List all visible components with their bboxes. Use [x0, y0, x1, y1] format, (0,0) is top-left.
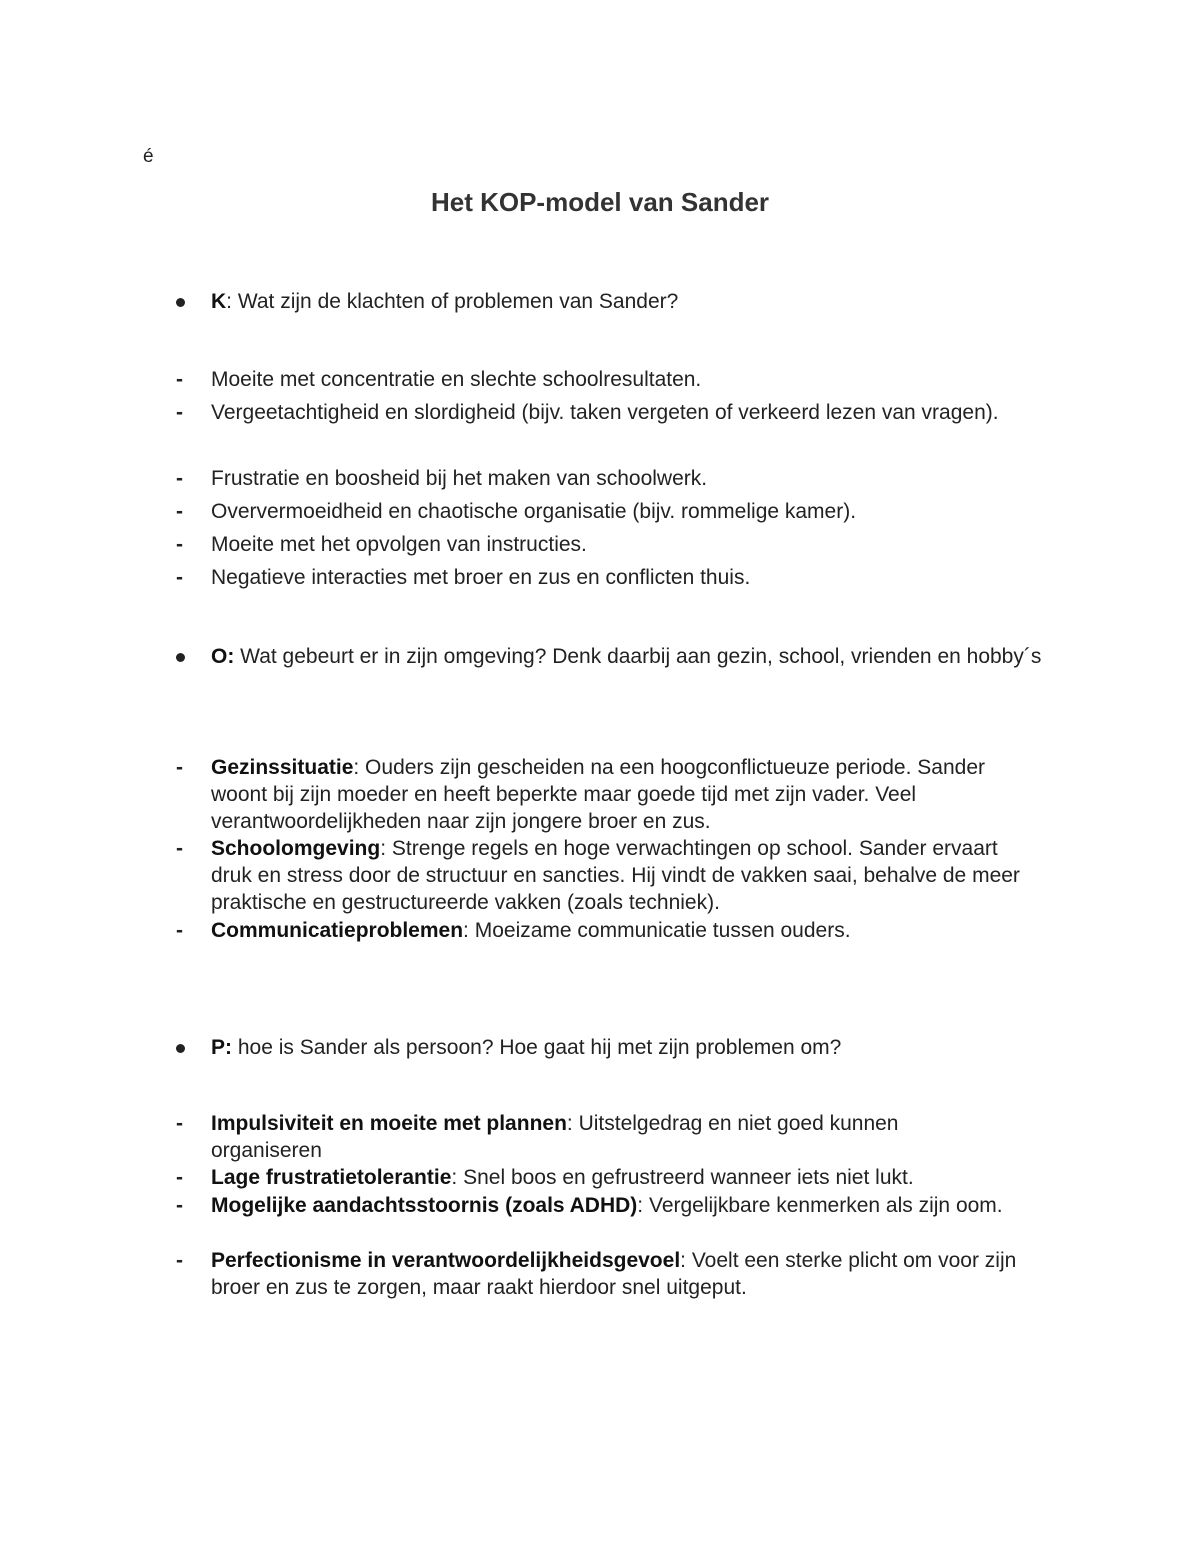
list-item-text: Vergeetachtigheid en slordigheid (bijv. taken vergeten of verkeerd lezen van vragen). — [211, 401, 999, 424]
dash-marker: - — [176, 1194, 183, 1217]
page-title: Het KOP-model van Sander — [430, 187, 770, 217]
stray-character: é — [143, 146, 154, 167]
dash-marker: - — [176, 566, 183, 589]
list-item — [176, 463, 1056, 495]
list-item-term: Mogelijke aandachtsstoornis (zoals ADHD) — [211, 1194, 638, 1217]
dash-marker: - — [176, 919, 183, 942]
dash-marker: - — [176, 756, 183, 779]
list-item-text: : Vergelijkbare kenmerken als zijn oom. — [637, 1194, 1003, 1217]
list-item-text: Moeite met het opvolgen van instructies. — [211, 533, 587, 556]
list-item-text: : Uitstelgedrag en niet goed kunnen organiseren — [211, 1112, 899, 1162]
list-item — [176, 754, 1056, 835]
dash-marker: - — [176, 368, 183, 391]
list-item-text: : Snel boos en gefrustreerd wanneer iets niet lukt. — [451, 1166, 914, 1189]
list-item-term: Perfectionisme in verantwoordelijkheidsgevoel — [211, 1249, 681, 1272]
list-item — [176, 397, 1056, 429]
list-item-text: : Ouders zijn gescheiden na een hoogconflictueuze periode. Sander woont bij zijn moeder en heeft beperkte maar goede tijd met zijn vader. Veel verantwoordelijkheden naar zijn jongere broer en zus. — [211, 756, 985, 833]
list-item — [176, 496, 1056, 528]
list-item-term: Communicatieproblemen — [211, 919, 464, 942]
section-p-letter: P: — [211, 1036, 232, 1059]
dash-marker: - — [176, 467, 183, 490]
section-o-letter: O: — [211, 645, 235, 668]
list-item-text: : Voelt een sterke plicht om voor zijn broer en zus te zorgen, maar raakt hierdoor snel uitgeput. — [211, 1249, 1017, 1299]
list-item — [176, 529, 1056, 561]
list-item — [176, 1164, 1056, 1191]
dash-marker: - — [176, 1112, 183, 1135]
dash-marker: - — [176, 1166, 183, 1189]
section-p-question: hoe is Sander als persoon? Hoe gaat hij met zijn problemen om? — [232, 1036, 842, 1059]
list-item-text: : Moeizame communicatie tussen ouders. — [463, 919, 851, 942]
list-item — [176, 1110, 1056, 1164]
section-p-heading — [174, 1032, 1054, 1064]
dash-marker: - — [176, 533, 183, 556]
list-item-text: Negatieve interacties met broer en zus en conflicten thuis. — [211, 566, 751, 589]
list-item — [176, 562, 1056, 594]
list-item-text: Moeite met concentratie en slechte schoolresultaten. — [211, 368, 702, 391]
list-item-term: Impulsiviteit en moeite met plannen — [211, 1112, 567, 1135]
list-item — [176, 835, 1056, 916]
list-item-text: Oververmoeidheid en chaotische organisatie (bijv. rommelige kamer). — [211, 500, 857, 523]
dash-marker: - — [176, 401, 183, 424]
section-k-heading — [174, 286, 1054, 318]
section-k-letter: K — [211, 290, 227, 313]
list-item-term: Schoolomgeving — [211, 837, 381, 860]
list-item-term: Lage frustratietolerantie — [211, 1166, 452, 1189]
list-item — [176, 364, 1056, 396]
section-k-question: : Wat zijn de klachten of problemen van Sander? — [226, 290, 679, 313]
list-item — [176, 1192, 1056, 1219]
section-o-question: Wat gebeurt er in zijn omgeving? Denk daarbij aan gezin, school, vrienden en hobby´s — [234, 645, 1042, 668]
dash-marker: - — [176, 500, 183, 523]
list-item-term: Gezinssituatie — [211, 756, 354, 779]
dash-marker: - — [176, 837, 183, 860]
list-item — [176, 917, 1056, 944]
list-item-text: Frustratie en boosheid bij het maken van schoolwerk. — [211, 467, 708, 490]
dash-marker: - — [176, 1249, 183, 1272]
section-o-heading — [174, 641, 1054, 673]
list-item-text: : Strenge regels en hoge verwachtingen op school. Sander ervaart druk en stress door de structuur en sancties. Hij vindt de vakken saai, behalve de meer praktische en gestructureerde vakken (zoals techniek). — [211, 837, 1020, 914]
list-item — [176, 1247, 1056, 1301]
